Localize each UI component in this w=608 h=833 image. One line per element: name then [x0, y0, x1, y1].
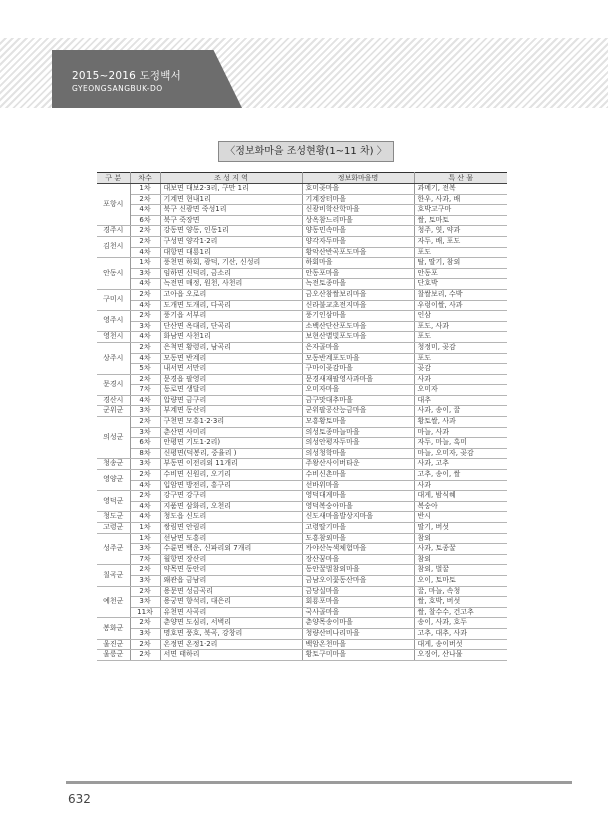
region-cell: 예천군 — [97, 586, 130, 618]
village-name-cell: 국사골마을 — [302, 607, 414, 618]
product-cell: 참외, 벌꿀 — [414, 565, 507, 576]
column-header-region: 구 분 — [97, 173, 130, 184]
region-cell: 문경시 — [97, 374, 130, 395]
region-cell: 칠곡군 — [97, 565, 130, 586]
round-cell: 4차 — [130, 247, 160, 258]
product-cell: 포도 — [414, 247, 507, 258]
table-row — [97, 194, 507, 205]
product-cell: 송이, 사과, 호두 — [414, 618, 507, 629]
village-name-cell: 신광비학산학마을 — [302, 205, 414, 216]
round-cell: 2차 — [130, 311, 160, 322]
table-row — [97, 184, 507, 195]
table-row — [97, 321, 507, 332]
round-cell: 2차 — [130, 417, 160, 428]
village-name-cell: 풍기인삼마을 — [302, 311, 414, 322]
table-row — [97, 311, 507, 322]
area-cell: 북구 죽장면 — [160, 215, 302, 226]
product-cell: 자두, 배, 포도 — [414, 236, 507, 247]
round-cell: 2차 — [130, 491, 160, 502]
village-name-cell: 금남오이꽃동산마을 — [302, 575, 414, 586]
product-cell: 자두, 마늘, 흑미 — [414, 438, 507, 449]
region-cell: 봉화군 — [97, 618, 130, 639]
area-cell: 내서면 서만리 — [160, 364, 302, 375]
product-cell: 사과, 고추 — [414, 459, 507, 470]
area-cell: 월항면 장산리 — [160, 554, 302, 565]
village-name-cell: 문경새재팔영사과마을 — [302, 374, 414, 385]
region-cell: 청도군 — [97, 512, 130, 523]
village-name-cell: 의성안평자두마을 — [302, 438, 414, 449]
product-cell: 곶감 — [414, 364, 507, 375]
village-name-cell: 고령딸기마을 — [302, 523, 414, 534]
table-row — [97, 512, 507, 523]
round-cell: 2차 — [130, 618, 160, 629]
area-cell: 강동면 양동, 인동1리 — [160, 226, 302, 237]
table-row — [97, 268, 507, 279]
area-cell: 대보면 대보2·3리, 구만 1리 — [160, 184, 302, 195]
village-name-cell: 회룡포마을 — [302, 597, 414, 608]
table-caption: 〈정보화마을 조성현황(1~11 차) 〉 — [218, 141, 394, 162]
table-row — [97, 236, 507, 247]
table-row — [97, 258, 507, 269]
book-title: 2015~2016 도정백서 — [72, 70, 181, 82]
product-cell: 사과, 토종꿀 — [414, 544, 507, 555]
table-row — [97, 470, 507, 481]
village-name-cell: 장산꿈마을 — [302, 554, 414, 565]
product-cell: 고추, 대추, 사과 — [414, 628, 507, 639]
product-cell: 쌀, 토마토 — [414, 215, 507, 226]
product-cell: 단호박 — [414, 279, 507, 290]
village-name-cell: 신도새마을발상지마을 — [302, 512, 414, 523]
table-row — [97, 300, 507, 311]
village-name-cell: 모동반계포도마을 — [302, 353, 414, 364]
round-cell: 4차 — [130, 480, 160, 491]
village-name-cell: 오미자마을 — [302, 385, 414, 396]
product-cell: 대추 — [414, 395, 507, 406]
round-cell: 2차 — [130, 194, 160, 205]
village-name-cell: 춘양목송이마을 — [302, 618, 414, 629]
table-row — [97, 554, 507, 565]
area-cell: 청도읍 신도리 — [160, 512, 302, 523]
village-name-cell: 금구맛대추마을 — [302, 395, 414, 406]
region-cell: 포항시 — [97, 184, 130, 226]
village-name-cell: 기계장터마을 — [302, 194, 414, 205]
column-header-round: 차수 — [130, 173, 160, 184]
round-cell: 2차 — [130, 226, 160, 237]
area-cell: 문경읍 팔영리 — [160, 374, 302, 385]
round-cell: 2차 — [130, 565, 160, 576]
village-name-cell: 모흥황토마을 — [302, 417, 414, 428]
area-cell: 은척면 황령리, 남곡리 — [160, 342, 302, 353]
region-cell: 영주시 — [97, 311, 130, 332]
table-row — [97, 607, 507, 618]
village-name-cell: 양각자두마을 — [302, 236, 414, 247]
area-cell: 유천면 사곡리 — [160, 607, 302, 618]
village-name-cell: 은자골마을 — [302, 342, 414, 353]
area-cell: 도개면 도개리, 다곡리 — [160, 300, 302, 311]
area-cell: 수륜면 백운, 신파리외 7개리 — [160, 544, 302, 555]
village-name-cell: 안동포마을 — [302, 268, 414, 279]
product-cell: 반시 — [414, 512, 507, 523]
product-cell: 마늘, 오미자, 곶감 — [414, 448, 507, 459]
table-row — [97, 385, 507, 396]
round-cell: 4차 — [130, 512, 160, 523]
region-cell: 구미시 — [97, 289, 130, 310]
table-body — [97, 184, 507, 661]
table-row — [97, 544, 507, 555]
column-header-product: 특 산 물 — [414, 173, 507, 184]
village-table — [97, 172, 507, 661]
area-cell: 부계면 동산리 — [160, 406, 302, 417]
column-header-village: 정보화마을명 — [302, 173, 414, 184]
region-cell: 울릉군 — [97, 650, 130, 661]
round-cell: 5차 — [130, 364, 160, 375]
round-cell: 4차 — [130, 279, 160, 290]
footer-rule — [66, 781, 572, 784]
product-cell: 참외 — [414, 533, 507, 544]
table-row — [97, 417, 507, 428]
round-cell: 1차 — [130, 184, 160, 195]
round-cell: 1차 — [130, 533, 160, 544]
area-cell: 선남면 도흥리 — [160, 533, 302, 544]
village-name-cell: 수비신촌마을 — [302, 470, 414, 481]
area-cell: 수비면 신원리, 오기리 — [160, 470, 302, 481]
round-cell: 1차 — [130, 258, 160, 269]
product-cell: 오미자 — [414, 385, 507, 396]
area-cell: 춘양면 도심리, 서벽리 — [160, 618, 302, 629]
round-cell: 2차 — [130, 650, 160, 661]
area-cell: 안평면 기도1·2리) — [160, 438, 302, 449]
village-name-cell: 황토구미마을 — [302, 650, 414, 661]
product-cell: 쌀, 호박, 버섯 — [414, 597, 507, 608]
village-name-cell: 금당실마을 — [302, 586, 414, 597]
area-cell: 풍기읍 서부리 — [160, 311, 302, 322]
table-row — [97, 448, 507, 459]
round-cell: 3차 — [130, 321, 160, 332]
table-row — [97, 406, 507, 417]
area-cell: 부동면 이전리외 11개리 — [160, 459, 302, 470]
round-cell: 2차 — [130, 342, 160, 353]
area-cell: 신평면(덕봉리, 중율리 ) — [160, 448, 302, 459]
region-cell: 상주시 — [97, 342, 130, 374]
area-cell: 압량면 금구리 — [160, 395, 302, 406]
product-cell: 꿀, 마늘, 속청 — [414, 586, 507, 597]
table-row — [97, 279, 507, 290]
product-cell: 탈, 딸기, 참외 — [414, 258, 507, 269]
table-row — [97, 575, 507, 586]
product-cell: 안동포 — [414, 268, 507, 279]
village-name-cell: 백암온천마을 — [302, 639, 414, 650]
table-row — [97, 565, 507, 576]
table-row — [97, 480, 507, 491]
round-cell: 6차 — [130, 215, 160, 226]
region-cell: 고령군 — [97, 523, 130, 534]
area-cell: 화남면 사천1리 — [160, 332, 302, 343]
round-cell: 11차 — [130, 607, 160, 618]
table-row — [97, 618, 507, 629]
area-cell: 강구면 강구리 — [160, 491, 302, 502]
area-cell: 약목면 동안리 — [160, 565, 302, 576]
round-cell: 2차 — [130, 236, 160, 247]
round-cell: 4차 — [130, 205, 160, 216]
round-cell: 4차 — [130, 300, 160, 311]
round-cell: 1차 — [130, 523, 160, 534]
area-cell: 입암면 방전리, 흥구리 — [160, 480, 302, 491]
village-name-cell: 영덕대게마을 — [302, 491, 414, 502]
product-cell: 쌀, 찰수수, 건고추 — [414, 607, 507, 618]
round-cell: 3차 — [130, 597, 160, 608]
table-row — [97, 374, 507, 385]
product-cell: 마늘, 사과 — [414, 427, 507, 438]
round-cell: 8차 — [130, 448, 160, 459]
village-name-cell: 군위팔공산능금마을 — [302, 406, 414, 417]
table-row — [97, 523, 507, 534]
table-row — [97, 438, 507, 449]
village-name-cell: 도흥참외마을 — [302, 533, 414, 544]
area-cell: 기계면 현내1리 — [160, 194, 302, 205]
village-name-cell: 의성청학마을 — [302, 448, 414, 459]
region-cell: 김천시 — [97, 236, 130, 257]
product-cell: 한우, 사과, 배 — [414, 194, 507, 205]
round-cell: 3차 — [130, 406, 160, 417]
table-row — [97, 639, 507, 650]
table-row — [97, 459, 507, 470]
table-row — [97, 342, 507, 353]
product-cell: 사과 — [414, 374, 507, 385]
area-cell: 녹전면 매정, 원천, 사천리 — [160, 279, 302, 290]
table-row — [97, 364, 507, 375]
area-cell: 모동면 반계리 — [160, 353, 302, 364]
round-cell: 4차 — [130, 501, 160, 512]
book-subtitle: GYEONGSANGBUK-DO — [72, 84, 163, 93]
area-cell: 임하면 신덕리, 금소리 — [160, 268, 302, 279]
product-cell: 사과 — [414, 480, 507, 491]
village-name-cell: 황악산반곡포도마을 — [302, 247, 414, 258]
table-row — [97, 533, 507, 544]
village-name-cell: 영덕복숭아마을 — [302, 501, 414, 512]
product-cell: 황토쌀, 사과 — [414, 417, 507, 428]
product-cell: 참외 — [414, 554, 507, 565]
area-cell: 명호면 풍호, 북곡, 강창리 — [160, 628, 302, 639]
area-cell: 대항면 대룡1리 — [160, 247, 302, 258]
area-cell: 쌍림면 안림리 — [160, 523, 302, 534]
village-name-cell: 녹전토종마을 — [302, 279, 414, 290]
product-cell: 찰쌀보리, 수박 — [414, 289, 507, 300]
area-cell: 풍천면 하회, 광덕, 기산, 신성리 — [160, 258, 302, 269]
table-row — [97, 628, 507, 639]
round-cell: 2차 — [130, 639, 160, 650]
round-cell: 6차 — [130, 438, 160, 449]
village-name-cell: 양동민속마을 — [302, 226, 414, 237]
table-row — [97, 353, 507, 364]
round-cell: 3차 — [130, 544, 160, 555]
area-cell: 서면 태하리 — [160, 650, 302, 661]
round-cell: 3차 — [130, 575, 160, 586]
product-cell: 포도, 사과 — [414, 321, 507, 332]
round-cell: 7차 — [130, 385, 160, 396]
round-cell: 3차 — [130, 459, 160, 470]
region-cell: 의성군 — [97, 417, 130, 459]
product-cell: 사과, 송이, 꿀 — [414, 406, 507, 417]
village-name-cell: 구마이곶감마을 — [302, 364, 414, 375]
village-name-cell: 주왕산사이버타운 — [302, 459, 414, 470]
village-name-cell: 가야산녹색체험마을 — [302, 544, 414, 555]
table-header-row — [97, 173, 507, 184]
table-row — [97, 650, 507, 661]
table-row — [97, 205, 507, 216]
village-name-cell: 호미곶마을 — [302, 184, 414, 195]
product-cell: 대게, 밤식혜 — [414, 491, 507, 502]
area-cell: 왜관읍 금남리 — [160, 575, 302, 586]
region-cell: 군위군 — [97, 406, 130, 417]
village-name-cell: 금오산참쌀보리마을 — [302, 289, 414, 300]
area-cell: 구천면 모흥1·2·3리 — [160, 417, 302, 428]
product-cell: 우렁이쌀, 사과 — [414, 300, 507, 311]
village-name-cell: 상옥참느리마을 — [302, 215, 414, 226]
table-row — [97, 332, 507, 343]
area-cell: 용문면 성금곡리 — [160, 586, 302, 597]
region-cell: 영천시 — [97, 332, 130, 343]
village-name-cell: 신라불교초전지마을 — [302, 300, 414, 311]
table-row — [97, 226, 507, 237]
round-cell: 4차 — [130, 332, 160, 343]
page-number: 632 — [68, 792, 91, 806]
village-name-cell: 보현산별빛포도마을 — [302, 332, 414, 343]
area-cell: 용궁면 향석리, 대은리 — [160, 597, 302, 608]
round-cell: 4차 — [130, 353, 160, 364]
round-cell: 2차 — [130, 470, 160, 481]
region-cell: 영양군 — [97, 470, 130, 491]
round-cell: 4차 — [130, 395, 160, 406]
product-cell: 과메기, 전복 — [414, 184, 507, 195]
region-cell: 울진군 — [97, 639, 130, 650]
area-cell: 단산면 옥대리, 단곡리 — [160, 321, 302, 332]
area-cell: 지품면 삼화리, 오천리 — [160, 501, 302, 512]
village-name-cell: 하회마을 — [302, 258, 414, 269]
round-cell: 2차 — [130, 374, 160, 385]
village-name-cell: 선바위마을 — [302, 480, 414, 491]
column-header-area: 조 성 지 역 — [160, 173, 302, 184]
table-row — [97, 289, 507, 300]
table-row — [97, 215, 507, 226]
product-cell: 청주, 엿, 약과 — [414, 226, 507, 237]
village-name-cell: 동안꿀벌참외마을 — [302, 565, 414, 576]
product-cell: 호박고구마 — [414, 205, 507, 216]
round-cell: 3차 — [130, 268, 160, 279]
region-cell: 영덕군 — [97, 491, 130, 512]
product-cell: 고추, 송이, 쌀 — [414, 470, 507, 481]
product-cell: 청정미, 곶감 — [414, 342, 507, 353]
round-cell: 2차 — [130, 586, 160, 597]
region-cell: 안동시 — [97, 258, 130, 290]
table-row — [97, 247, 507, 258]
product-cell: 딸기, 버섯 — [414, 523, 507, 534]
table-row — [97, 586, 507, 597]
region-cell: 성주군 — [97, 533, 130, 565]
region-cell: 경산시 — [97, 395, 130, 406]
product-cell: 복숭아 — [414, 501, 507, 512]
village-name-cell: 소백산단산포도마을 — [302, 321, 414, 332]
round-cell: 3차 — [130, 427, 160, 438]
round-cell: 7차 — [130, 554, 160, 565]
village-name-cell: 청량산비나리마을 — [302, 628, 414, 639]
product-cell: 포도 — [414, 332, 507, 343]
round-cell: 3차 — [130, 628, 160, 639]
area-cell: 온정면 온정1·2리 — [160, 639, 302, 650]
area-cell: 구성면 양각1·2리 — [160, 236, 302, 247]
table-row — [97, 427, 507, 438]
table-row — [97, 395, 507, 406]
table-row — [97, 491, 507, 502]
table-row — [97, 501, 507, 512]
area-cell: 북구 신광면 죽성1리 — [160, 205, 302, 216]
round-cell: 2차 — [130, 289, 160, 300]
product-cell: 오징어, 산나물 — [414, 650, 507, 661]
village-name-cell: 의성토종마늘마을 — [302, 427, 414, 438]
region-cell: 경주시 — [97, 226, 130, 237]
product-cell: 인삼 — [414, 311, 507, 322]
table-row — [97, 597, 507, 608]
product-cell: 대게, 송이버섯 — [414, 639, 507, 650]
region-cell: 청송군 — [97, 459, 130, 470]
area-cell: 동로면 생달리 — [160, 385, 302, 396]
product-cell: 포도 — [414, 353, 507, 364]
area-cell: 춘산면 사미리 — [160, 427, 302, 438]
product-cell: 오이, 토마토 — [414, 575, 507, 586]
area-cell: 고아읍 오로리 — [160, 289, 302, 300]
